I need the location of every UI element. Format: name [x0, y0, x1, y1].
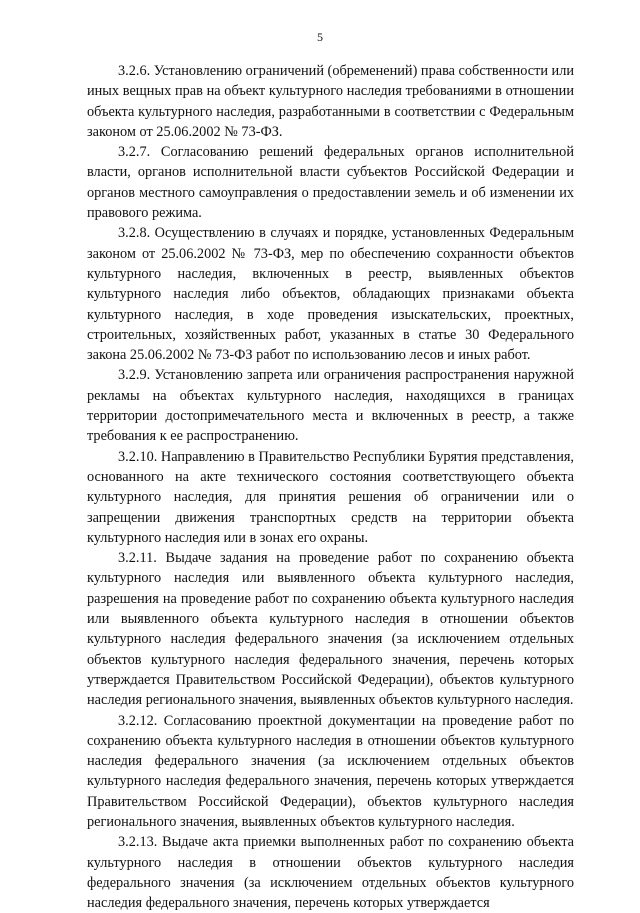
paragraph-3-2-11: 3.2.11. Выдаче задания на проведение работ по сохранению объекта культурного наследия или выявленного объекта культурного наследия, разрешения на проведение работ по сохранению объекта культурного наследия или выявленного объекта культурного наследия в отношении объектов культурного наследия федерального значения (за исключением отдельных объектов культурного наследия федерального значения, перечень которых утверждается Правительством Российской Федерации), объектов культурного наследия регионального значения, выявленных объектов культурного наследия.: [87, 550, 574, 709]
paragraph-3-2-12: 3.2.12. Согласованию проектной документации на проведение работ по сохранению объекта культурного наследия в отношении объектов культурного наследия федерального значения (за исключением отдельных объектов культурного наследия федерального значения, перечень которых утверждается Правительством Российской Федерации), объектов культурного наследия регионального значения, выявленных объектов культурного наследия.: [87, 712, 574, 830]
paragraph-3-2-8: 3.2.8. Осуществлению в случаях и порядке, установленных Федеральным законом от 25.06.2002 № 73-ФЗ, мер по обеспечению сохранности объектов культурного наследия, включенных в реестр, выявленных объектов культурного наследия либо объектов, обладающих признаками объекта культурного наследия, в ходе проведения изыскательских, проектных, строительных, хозяйственных работ, указанных в статье 30 Федерального закона 25.06.2002 № 73-ФЗ работ по использованию лесов и иных работ.: [87, 225, 574, 364]
page-number: 5: [317, 30, 323, 44]
document-body: [87, 61, 574, 913]
paragraph-3-2-6: 3.2.6. Установлению ограничений (обременений) права собственности или иных вещных прав на объект культурного наследия требованиями в отношении объекта культурного наследия, разработанными в соответствии с Федеральным законом от 25.06.2002 № 73-ФЗ.: [87, 63, 574, 140]
paragraph-3-2-13: 3.2.13. Выдаче акта приемки выполненных работ по сохранению объекта культурного наследия в отношении объектов культурного наследия федерального значения (за исключением отдельных объектов культурного наследия федерального значения, перечень которых утверждается: [87, 834, 574, 912]
paragraph-3-2-10: 3.2.10. Направлению в Правительство Республики Бурятия представления, основанного на акте технического состояния соответствующего объекта культурного наследия, для принятия решения об ограничении или о запрещении движения транспортных средств на территории объекта культурного наследия или в зонах его охраны.: [87, 448, 574, 546]
paragraph-3-2-7: 3.2.7. Согласованию решений федеральных органов исполнительной власти, органов исполнительной власти субъектов Российской Федерации и органов местного самоуправления о предоставлении земель и об изменении их правового режима.: [87, 144, 574, 222]
paragraph-3-2-9: 3.2.9. Установлению запрета или ограничения распространения наружной рекламы на объектах культурного наследия, находящихся в границах территории достопримечательного места и включенных в реестр, а также требования к ее распространению.: [87, 367, 574, 445]
